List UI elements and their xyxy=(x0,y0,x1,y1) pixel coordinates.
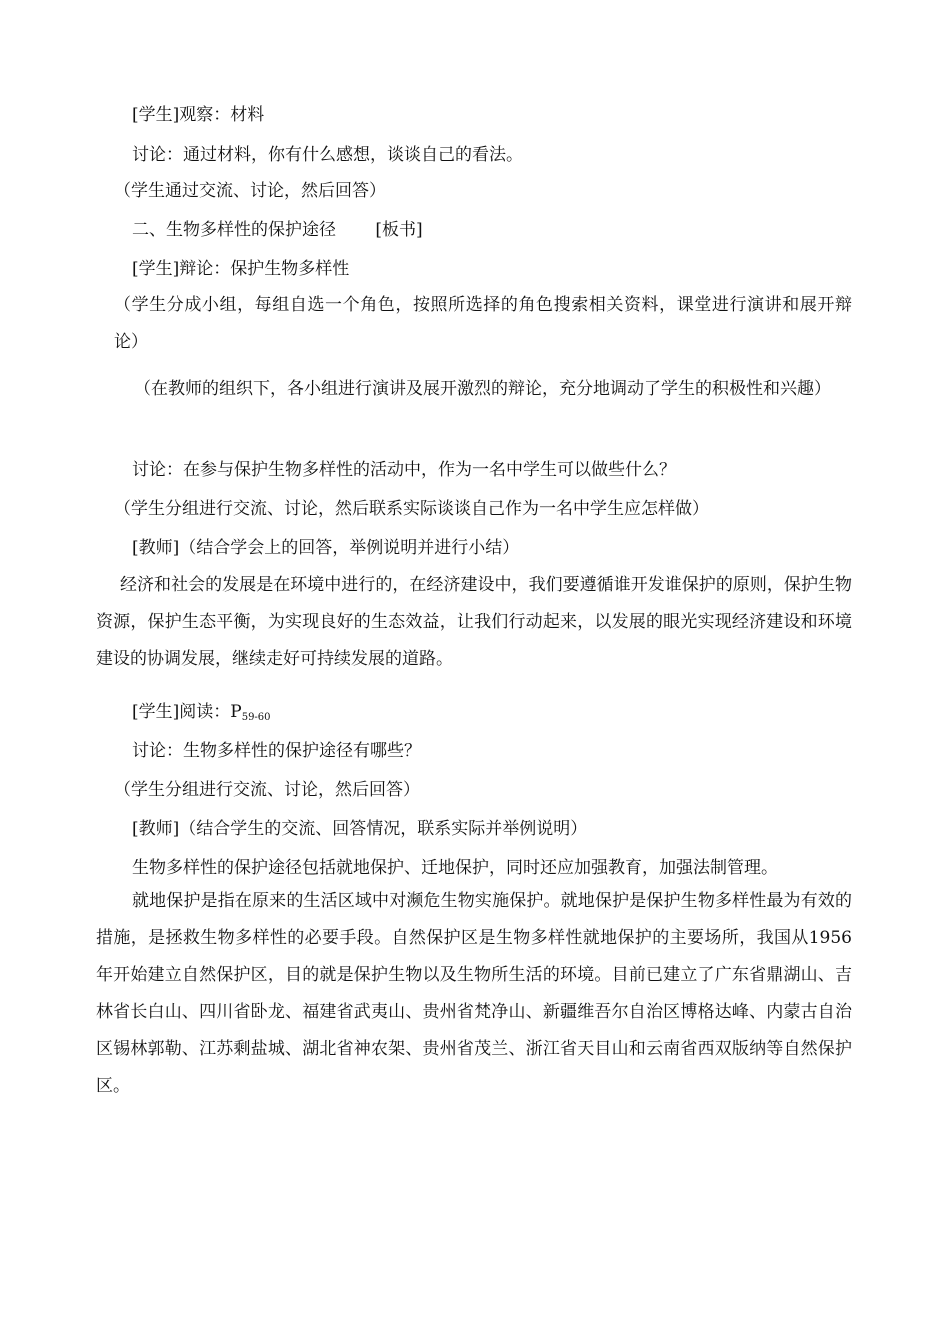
teacher-summary-line: [教师]（结合学会上的回答，举例说明并进行小结） xyxy=(132,538,520,558)
page-range: 59-60 xyxy=(241,712,271,723)
discussion-line-2: 讨论：在参与保护生物多样性的活动中，作为一名中学生可以做些什么？ xyxy=(132,460,676,480)
section-heading xyxy=(132,219,423,241)
student-read-text: [学生]阅读：P xyxy=(132,702,242,722)
student-read-line xyxy=(132,701,271,729)
section-heading-text: 二、生物多样性的保护途径 xyxy=(132,220,336,240)
discussion-line-1: 讨论：通过材料，你有什么感想，谈谈自己的看法。 xyxy=(132,145,523,165)
blackboard-tag: [板书] xyxy=(375,220,423,240)
student-answer-line-3: （学生分组进行交流、讨论，然后回答） xyxy=(114,780,420,800)
teacher-explain-line: [教师]（结合学生的交流、回答情况，联系实际并举例说明） xyxy=(132,819,588,839)
discussion-line-3: 讨论：生物多样性的保护途径有哪些？ xyxy=(132,741,421,761)
student-answer-line-1: （学生通过交流、讨论，然后回答） xyxy=(114,181,386,201)
in-situ-protection-paragraph: 就地保护是指在原来的生活区域中对濒危生物实施保护。就地保护是保护生物多样性最为有效的措施，是拯救生物多样性的必要手段。自然保护区是生物多样性就地保护的主要场所，我国从1956年开始建立自然保护区，目的就是保护生物以及生物所生活的环境。目前已建立了广东省鼎湖山、吉林省长白山、四川省卧龙、福建省武夷山、贵州省梵净山、新疆维吾尔自治区博格达峰、内蒙古自治区锡林郭勒、江苏剩盐城、湖北省神农架、贵州省茂兰、浙江省天目山和云南省西双版纳等自然保护区。 xyxy=(96,891,852,1096)
teacher-organize-paragraph: （在教师的组织下，各小组进行演讲及展开激烈的辩论，充分地调动了学生的积极性和兴趣） xyxy=(134,379,831,399)
debate-group-paragraph: （学生分成小组，每组自选一个角色，按照所选择的角色搜索相关资料，课堂进行演讲和展开辩论） xyxy=(114,295,852,352)
student-debate-line: [学生]辩论：保护生物多样性 xyxy=(132,259,350,279)
student-answer-line-2: （学生分组进行交流、讨论，然后联系实际谈谈自己作为一名中学生应怎样做） xyxy=(114,499,709,519)
student-observe-line: [学生]观察：材料 xyxy=(132,105,265,125)
economy-paragraph: 经济和社会的发展是在环境中进行的，在经济建设中，我们要遵循谁开发谁保护的原则，保护生物资源，保护生态平衡，为实现良好的生态效益，让我们行动起来，以发展的眼光实现经济建设和环境建设的协调发展，继续走好可持续发展的道路。 xyxy=(96,575,852,669)
protection-methods-line: 生物多样性的保护途径包括就地保护、迁地保护，同时还应加强教育，加强法制管理。 xyxy=(132,858,778,878)
